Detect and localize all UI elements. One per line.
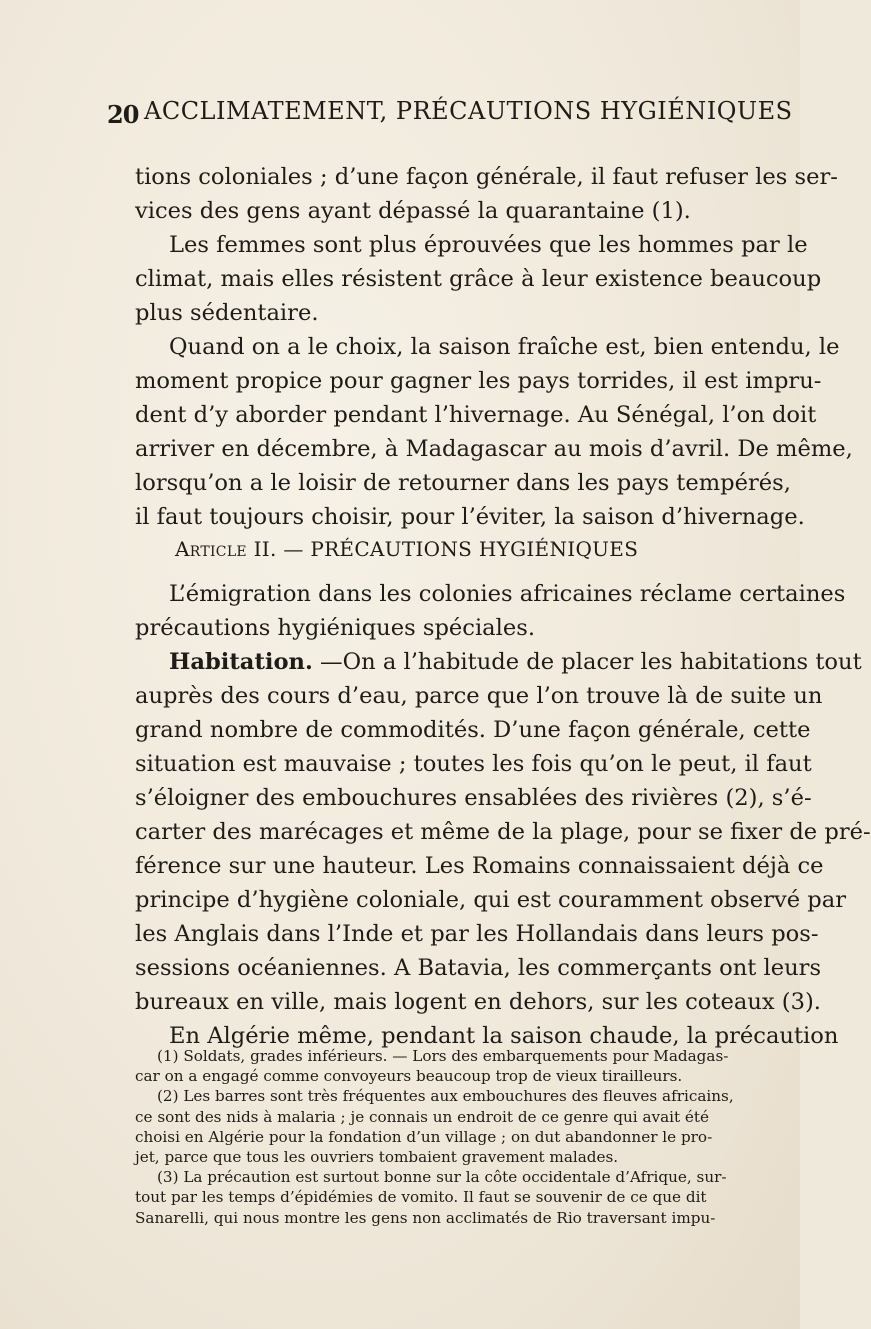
text-line: dent d’y aborder pendant l’hivernage. Au Sénégal, l’on doit xyxy=(135,402,817,428)
text-line: vices des gens ayant dépassé la quarantaine (1). xyxy=(135,198,691,224)
text-line: auprès des cours d’eau, parce que l’on trouve là de suite un xyxy=(135,683,823,709)
article-label: Article II. xyxy=(175,537,277,561)
article-title: PRÉCAUTIONS HYGIÉNIQUES xyxy=(310,537,639,561)
footnote-line: Sanarelli, qui nous montre les gens non acclimatés de Rio traversant impu- xyxy=(135,1208,716,1227)
text-line: précautions hygiéniques spéciales. xyxy=(135,615,536,641)
text-line: s’éloigner des embouchures ensablées des rivières (2), s’é- xyxy=(135,785,812,811)
text-line: En Algérie même, pendant la saison chaude, la précaution xyxy=(169,1023,839,1049)
page-number: 20 xyxy=(107,100,139,129)
text-line: sessions océaniennes. A Batavia, les commerçants ont leurs xyxy=(135,955,822,981)
footnote-line: tout par les temps d’épidémies de vomito. Il faut se souvenir de ce que dit xyxy=(135,1188,707,1207)
body-text-top xyxy=(135,160,853,534)
footnote-line: (3) La précaution est surtout bonne sur la côte occidentale d’Afrique, sur- xyxy=(157,1168,727,1187)
footnote-line: ce sont des nids à malaria ; je connais un endroit de ce genre qui avait été xyxy=(135,1107,709,1126)
article-dash: — xyxy=(283,537,304,561)
footnote-line: (2) Les barres sont très fréquentes aux embouchures des fleuves africains, xyxy=(157,1087,734,1106)
text-line: Quand on a le choix, la saison fraîche est, bien entendu, le xyxy=(169,334,840,360)
text-line: les Anglais dans l’Inde et par les Hollandais dans leurs pos- xyxy=(135,921,819,947)
body-text-bottom xyxy=(135,577,871,1053)
text-line: climat, mais elles résistent grâce à leur existence beaucoup xyxy=(135,266,822,292)
text-line: moment propice pour gagner les pays torrides, il est impru- xyxy=(135,368,822,394)
text-line: férence sur une hauteur. Les Romains connaissaient déjà ce xyxy=(135,853,824,879)
text-line: L’émigration dans les colonies africaines réclame certaines xyxy=(169,581,846,607)
footnote-line: (1) Soldats, grades inférieurs. — Lors des embarquements pour Madagas- xyxy=(157,1047,729,1065)
text-line: carter des marécages et même de la plage, pour se fixer de pré- xyxy=(135,819,871,845)
running-head: ACCLIMATEMENT, PRÉCAUTIONS HYGIÉNIQUES xyxy=(144,97,793,125)
text-line: Les femmes sont plus éprouvées que les hommes par le xyxy=(169,232,808,258)
runin-text: —On a l’habitude de placer les habitations tout xyxy=(320,649,862,675)
text-line: principe d’hygiène coloniale, qui est couramment observé par xyxy=(135,887,846,913)
footnotes xyxy=(135,1046,734,1228)
footnote-line: choisi en Algérie pour la fondation d’un village ; on dut abandonner le pro- xyxy=(135,1127,713,1146)
page-header xyxy=(107,90,793,130)
text-line: bureaux en ville, mais logent en dehors, sur les coteaux (3). xyxy=(135,989,821,1015)
runin-heading: Habitation. xyxy=(169,649,313,675)
text-line: grand nombre de commodités. D’une façon générale, cette xyxy=(135,717,811,743)
text-line: plus sédentaire. xyxy=(135,300,319,326)
article-heading xyxy=(175,537,638,561)
footnote-line: car on a engagé comme convoyeurs beaucoup trop de vieux tirailleurs. xyxy=(135,1067,683,1086)
text-line: il faut toujours choisir, pour l’éviter, la saison d’hivernage. xyxy=(135,504,805,530)
text-line xyxy=(135,645,862,679)
footnote-line: jet, parce que tous les ouvriers tombaient gravement malades. xyxy=(135,1147,619,1166)
text-line: tions coloniales ; d’une façon générale, il faut refuser les ser- xyxy=(135,164,838,190)
text-line: situation est mauvaise ; toutes les fois qu’on le peut, il faut xyxy=(135,751,812,777)
text-line: arriver en décembre, à Madagascar au mois d’avril. De même, xyxy=(135,436,853,462)
text-line: lorsqu’on a le loisir de retourner dans les pays tempérés, xyxy=(135,470,791,496)
